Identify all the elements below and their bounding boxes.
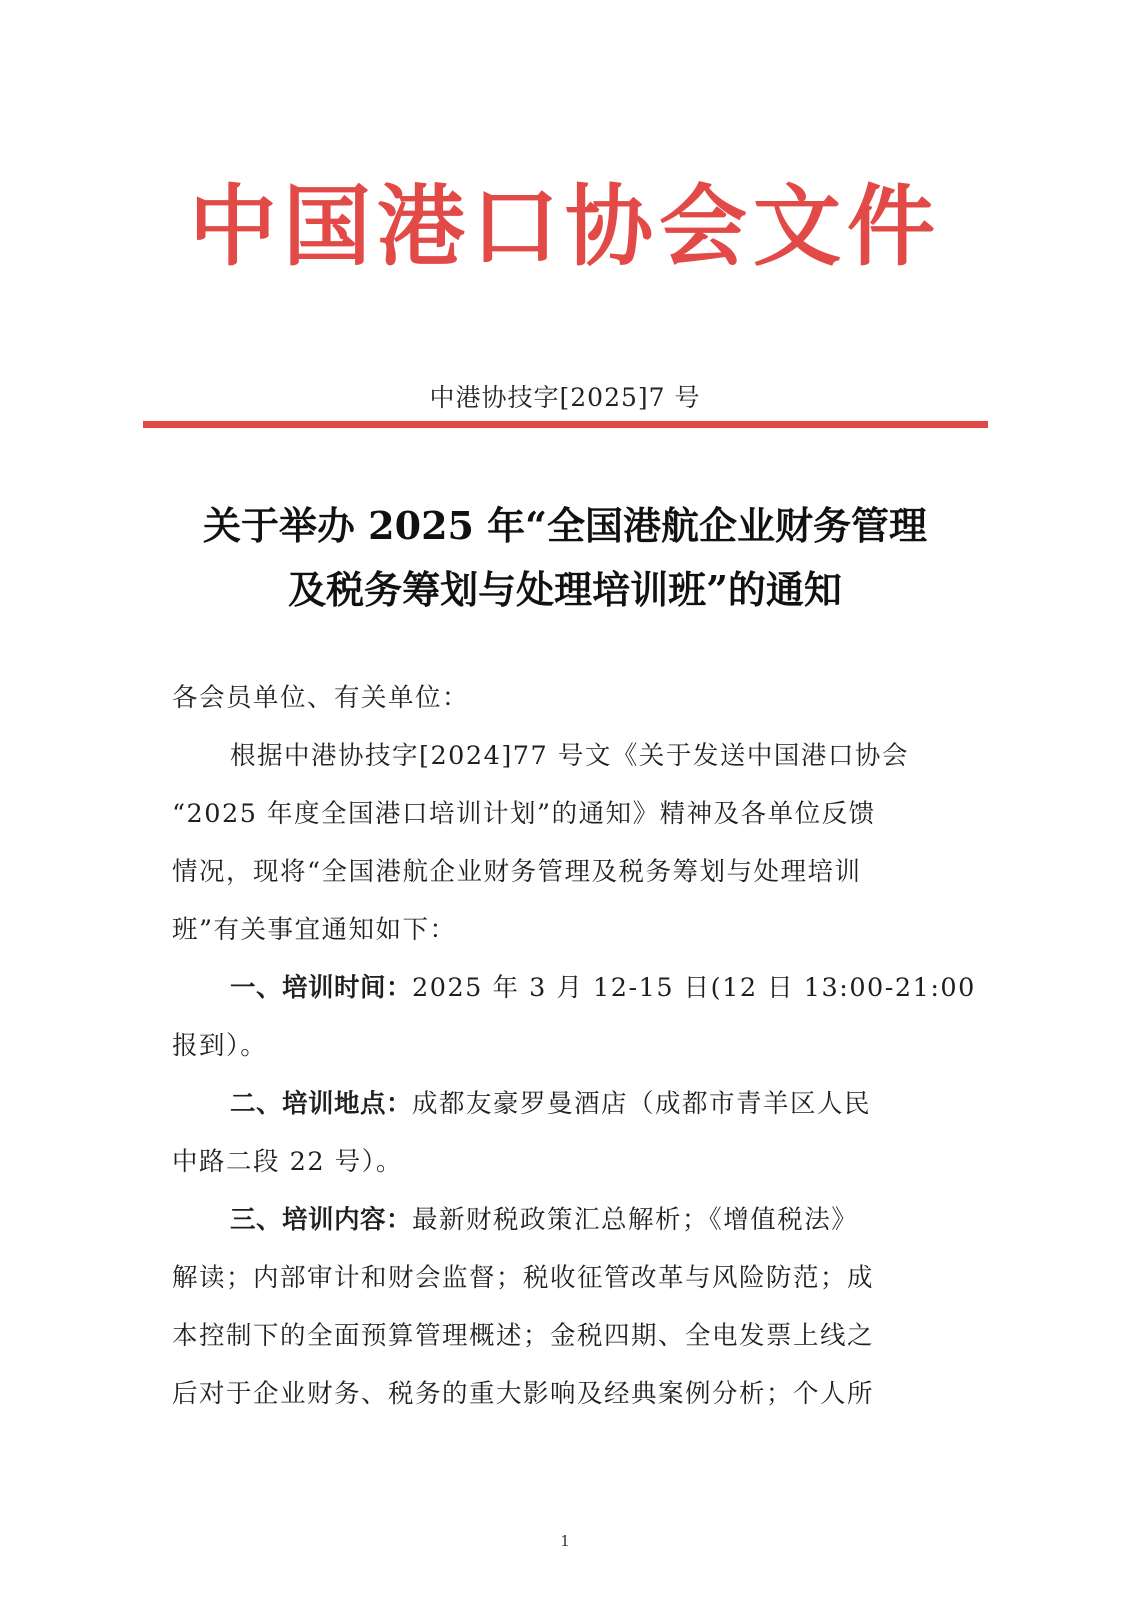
intro-line-3: 情况，现将“全国港航企业财务管理及税务筹划与处理培训 bbox=[172, 857, 862, 887]
notice-title bbox=[140, 494, 990, 622]
section-3-line-4: 后对于企业财务、税务的重大影响及经典案例分析；个人所 bbox=[172, 1379, 875, 1409]
section-1-line-2: 报到）。 bbox=[172, 1031, 268, 1061]
section-3-text: 最新财税政策汇总解析；《增值税法》 bbox=[412, 1205, 859, 1235]
intro-line-4: 班”有关事宜通知如下： bbox=[172, 915, 457, 945]
section-3-line-2: 解读；内部审计和财会监督；税收征管改革与风险防范；成 bbox=[172, 1263, 875, 1293]
section-2-heading: 二、培训地点： bbox=[230, 1089, 413, 1119]
section-2-line-2: 中路二段 22 号）。 bbox=[172, 1147, 403, 1177]
notice-title-line-1: 关于举办 2025 年“全国港航企业财务管理 bbox=[202, 503, 928, 548]
intro-line-2: “2025 年度全国港口培训计划”的通知》精神及各单位反馈 bbox=[172, 799, 876, 829]
section-1-line-1 bbox=[230, 970, 976, 1006]
section-3-line-3: 本控制下的全面预算管理概述；金税四期、全电发票上线之 bbox=[172, 1321, 875, 1351]
section-1-heading: 一、培训时间： bbox=[230, 973, 413, 1003]
section-1-text: 2025 年 3 月 12-15 日(12 日 13:00-21:00 bbox=[412, 973, 976, 1003]
page-number: 1 bbox=[560, 1532, 570, 1550]
section-2-line-1 bbox=[230, 1086, 972, 1122]
intro-line-1: 根据中港协技字[2024]77 号文《关于发送中国港口协会 bbox=[230, 741, 909, 771]
section-2-text: 成都友豪罗曼酒店（成都市青羊区人民 bbox=[412, 1089, 872, 1119]
document-number: 中港协技字[2025]7 号 bbox=[429, 383, 701, 412]
letterhead-title: 中国港口协会文件 bbox=[188, 175, 941, 278]
section-3-line-1 bbox=[230, 1202, 972, 1238]
salutation: 各会员单位、有关单位： bbox=[172, 683, 470, 713]
notice-title-line-2: 及税务筹划与处理培训班”的通知 bbox=[288, 567, 842, 612]
red-divider-line bbox=[143, 421, 988, 428]
section-3-heading: 三、培训内容： bbox=[230, 1205, 413, 1235]
